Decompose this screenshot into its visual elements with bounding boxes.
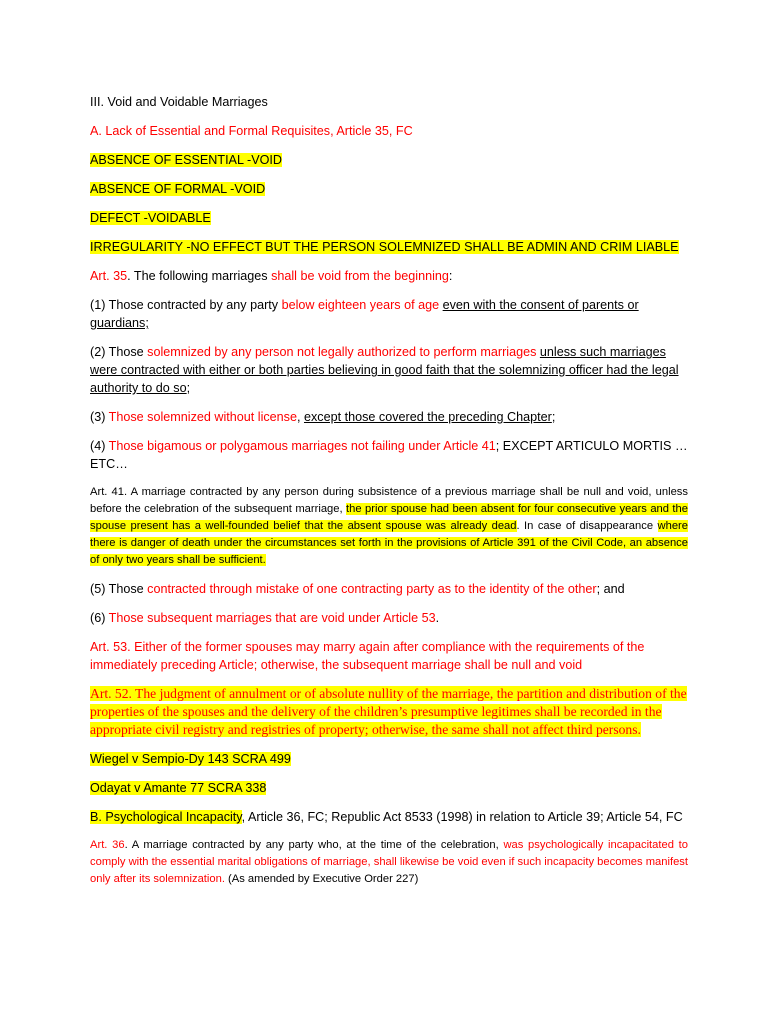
section-a-title: A. Lack of Essential and Formal Requisites, Article 35, FC (90, 124, 413, 138)
absence-essential-line: ABSENCE OF ESSENTIAL -VOID (90, 153, 282, 167)
article-41: Art. 41. A marriage contracted by any person during subsistence of a previous marriage shall be null and void, unless before the celebration of the subsequent marriage, the prior spouse had been absent for four consecutive years and the spouse present has a well-founded belief that the absent spouse was already dead. In case of disappearance where there is danger of death under the circumstances set forth in the provisions of Article 391 of the Civil Code, an absence of only two years shall be sufficient. (90, 486, 688, 566)
defect-line: DEFECT -VOIDABLE (90, 211, 211, 225)
item-3: (3) Those solemnized without license, except those covered the preceding Chapter; (90, 410, 556, 424)
item-2: (2) Those solemnized by any person not legally authorized to perform marriages unless such marriages were contracted with either or both parties believing in good faith that the solemnizing officer had the legal authority to do so; (90, 345, 679, 395)
case-odayat: Odayat v Amante 77 SCRA 338 (90, 781, 267, 795)
item-4: (4) Those bigamous or polygamous marriages not failing under Article 41; EXCEPT ARTICULO MORTIS … ETC… (90, 439, 688, 471)
section-b-title: B. Psychological Incapacity, Article 36, FC; Republic Act 8533 (1998) in relation to Article 39; Article 54, FC (90, 810, 683, 824)
case-wiegel: Wiegel v Sempio-Dy 143 SCRA 499 (90, 752, 291, 766)
item-6: (6) Those subsequent marriages that are void under Article 53. (90, 611, 440, 625)
heading: III. Void and Voidable Marriages (90, 95, 268, 109)
article-52: Art. 52. The judgment of annulment or of absolute nullity of the marriage, the partition and distribution of the properties of the spouses and the delivery of the children’s presumptive legitimes shall be recorded in the appropriate civil registry and registries of property; otherwise, the same shall not affect third persons. (90, 686, 687, 737)
article-53: Art. 53. Either of the former spouses may marry again after compliance with the requirements of the immediately preceding Article; otherwise, the subsequent marriage shall be null and void (90, 640, 645, 672)
item-1: (1) Those contracted by any party below eighteen years of age even with the consent of parents or guardians; (90, 298, 639, 330)
article-35: Art. 35. The following marriages shall be void from the beginning: (90, 269, 453, 283)
absence-formal-line: ABSENCE OF FORMAL -VOID (90, 182, 266, 196)
irregularity-line: IRREGULARITY -NO EFFECT BUT THE PERSON SOLEMNIZED SHALL BE ADMIN AND CRIM LIABLE (90, 240, 679, 254)
article-36: Art. 36. A marriage contracted by any party who, at the time of the celebration, was psychologically incapacitated to comply with the essential marital obligations of marriage, shall likewise be void even if such incapacity becomes manifest only after its solemnization. (As amended by Executive Order 227) (90, 839, 688, 885)
item-5: (5) Those contracted through mistake of one contracting party as to the identity of the other; and (90, 582, 625, 596)
